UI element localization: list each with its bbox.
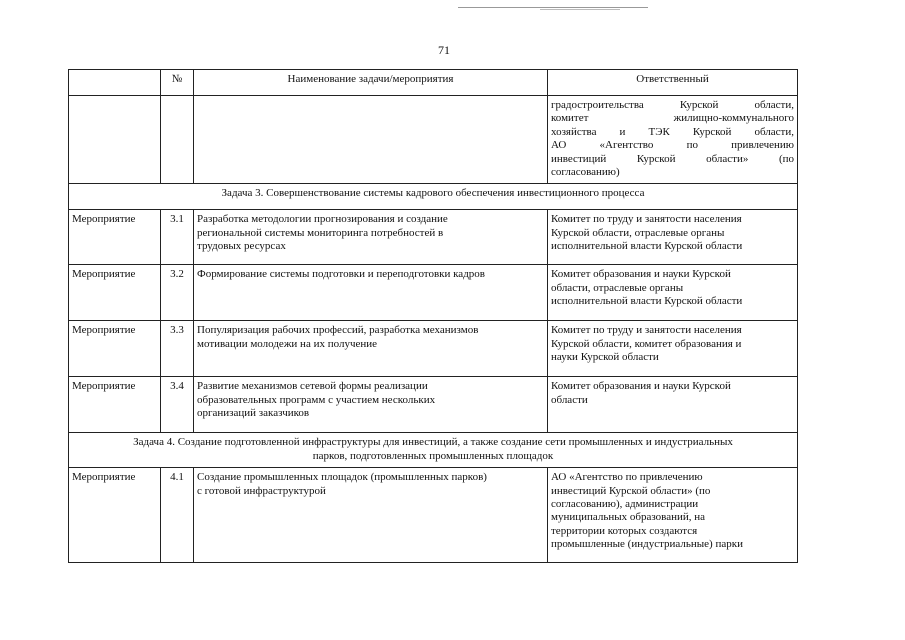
responsible-line: АО «Агентство по привлечению (551, 471, 703, 484)
responsible-line: инвестиций Курской области» (по (551, 152, 794, 165)
measure-name-line: трудовых ресурсах (197, 240, 286, 253)
continuation-name-cell (194, 96, 548, 184)
responsible-line: промышленные (индустриальные) парки (551, 538, 743, 551)
responsible-line: области, отраслевые органы (551, 281, 684, 294)
responsible-line: Комитет образования и науки Курской (551, 268, 731, 281)
measure-responsible-cell (548, 377, 798, 433)
measure-responsible-cell (548, 468, 798, 563)
task-4-title-line: Задача 4. Создание подготовленной инфраструктуры для инвестиций, а также создание сети промышленных и индустриальных (133, 436, 733, 449)
measure-number-cell: 3.1 (161, 210, 194, 265)
header-rule (458, 7, 648, 8)
responsible-line: Комитет по труду и занятости населения (551, 324, 742, 337)
measure-name-line: с готовой инфраструктурой (197, 484, 326, 497)
measure-number-cell: 3.4 (161, 377, 194, 433)
measure-type-cell: Мероприятие (69, 377, 161, 433)
measure-name-line: Создание промышленных площадок (промышленных парков) (197, 471, 487, 484)
measure-responsible-cell (548, 210, 798, 265)
measure-name-cell (194, 321, 548, 377)
responsible-line: исполнительной власти Курской области (551, 240, 743, 253)
measure-name-cell (194, 377, 548, 433)
responsible-line: территории которых создаются (551, 524, 698, 537)
responsible-line: области (551, 393, 588, 406)
measure-type-cell: Мероприятие (69, 321, 161, 377)
measure-responsible-cell (548, 321, 798, 377)
responsible-line: Комитет по труду и занятости населения (551, 213, 742, 226)
responsible-line: Комитет образования и науки Курской (551, 380, 731, 393)
responsible-line: Курской области, комитет образования и (551, 337, 742, 350)
continuation-row (69, 96, 798, 184)
measure-name-line: Разработка методологии прогнозирования и создание (197, 213, 448, 226)
responsible-line: согласованию), администрации (551, 498, 699, 511)
task-3-title: Задача 3. Совершенствование системы кадрового обеспечения инвестиционного процесса (69, 184, 798, 210)
responsible-line: АО «Агентство по привлечению (551, 139, 794, 152)
header-cell-number: № (161, 70, 194, 96)
measure-type-cell: Мероприятие (69, 210, 161, 265)
measure-name-cell (194, 265, 548, 321)
header-cell-type (69, 70, 161, 96)
header-cell-name: Наименование задачи/мероприятия (194, 70, 548, 96)
measure-number-cell: 3.2 (161, 265, 194, 321)
table-row (69, 468, 798, 563)
task-3-measures (69, 210, 798, 433)
responsible-line: Курской области, отраслевые органы (551, 226, 725, 239)
continuation-responsible-cell (548, 96, 798, 184)
measure-name-line: организаций заказчиков (197, 407, 310, 420)
page-number: 71 (438, 43, 450, 57)
task-4-title (69, 433, 798, 468)
measure-name-cell (194, 210, 548, 265)
task-4-title-line: парков, подготовленных промышленных площадок (312, 449, 554, 462)
measure-type-cell: Мероприятие (69, 468, 161, 563)
measure-name-line: Развитие механизмов сетевой формы реализации (197, 380, 428, 393)
table-row (69, 377, 798, 433)
task-4-measures (69, 468, 798, 563)
table-row (69, 321, 798, 377)
responsible-line: комитет жилищно-коммунального (551, 112, 794, 125)
measure-number-cell: 4.1 (161, 468, 194, 563)
task-3-row (69, 184, 798, 210)
task-4-row (69, 433, 798, 468)
table-header-row (69, 70, 798, 96)
measure-name-line: Формирование системы подготовки и переподготовки кадров (197, 268, 485, 281)
measure-name-line: региональной системы мониторинга потребностей в (197, 226, 444, 239)
measure-name-line: Популяризация рабочих профессий, разработка механизмов (197, 324, 479, 337)
header-cell-responsible: Ответственный (548, 70, 798, 96)
table-row (69, 210, 798, 265)
measure-name-cell (194, 468, 548, 563)
responsible-line: градостроительства Курской области, (551, 99, 794, 111)
measures-table (68, 69, 798, 563)
responsible-line: инвестиций Курской области» (по (551, 484, 711, 497)
responsible-line: хозяйства и ТЭК Курской области, (551, 125, 794, 138)
responsible-line: согласованию) (551, 166, 620, 179)
responsible-line: исполнительной власти Курской области (551, 295, 743, 308)
measure-number-cell: 3.3 (161, 321, 194, 377)
header-rule-short (540, 9, 620, 10)
table-row (69, 265, 798, 321)
measure-name-line: образовательных программ с участием нескольких (197, 393, 436, 406)
continuation-number-cell (161, 96, 194, 184)
measure-name-line: мотивации молодежи на их получение (197, 337, 378, 350)
measure-type-cell: Мероприятие (69, 265, 161, 321)
measure-responsible-cell (548, 265, 798, 321)
continuation-type-cell (69, 96, 161, 184)
responsible-line: науки Курской области (551, 351, 659, 364)
responsible-line: муниципальных образований, на (551, 511, 706, 524)
